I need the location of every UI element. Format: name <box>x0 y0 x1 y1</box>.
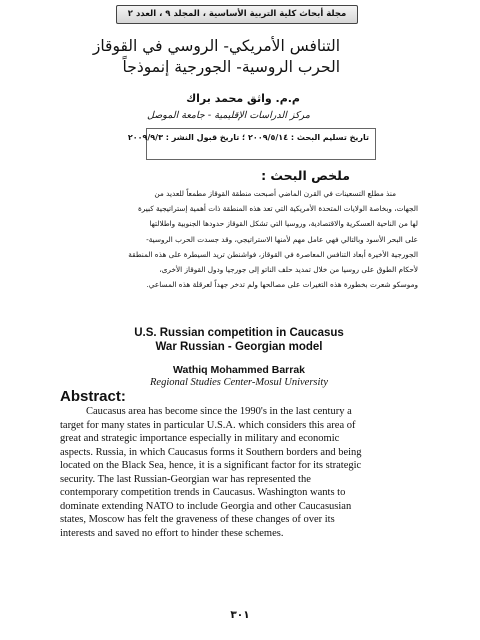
english-title-line-2: War Russian - Georgian model <box>155 341 323 353</box>
journal-header: مجلة أبحاث كلية التربية الأساسية ، المجلد ٩ ، العدد ٢ <box>116 5 358 24</box>
english-affiliation: Regional Studies Center-Mosul University <box>150 377 328 388</box>
arabic-abstract-line: الجهات، وبخاصة الولايات المتحدة الأمريكية التي تعد هذه المنطقة ذات أهمية إستراتيجية كبيرة <box>137 204 418 214</box>
arabic-title-line-1: التنافس الأمريكي- الروسي في القوقاز <box>92 37 340 55</box>
arabic-abstract-line: الجورجية الأخيرة أبعاد التنافس المعاصرة في القوقاز، فواشنطن تريد السيطرة على هذه المنطقة <box>128 249 418 259</box>
arabic-title-line-2: الحرب الروسية- الجورجية إنموذجاً <box>122 58 340 76</box>
arabic-abstract-heading: ملخص البحث : <box>261 168 350 183</box>
english-abstract-line: located on the Black Sea, hence, it is a significant factor for its strategic <box>60 460 362 471</box>
english-abstract <box>60 405 418 540</box>
english-author: Wathiq Mohammed Barrak <box>172 364 306 376</box>
arabic-abstract-line: على البحر الأسود وبالتالي فهي عامل مهم لأمنها الاستراتيجي، وقد جسدت الحرب الروسية- <box>146 234 418 244</box>
arabic-abstract-line: لها من الناحية العسكرية والاقتصادية، وروسيا التي تشكل القوقاز حدودها الجنوبية واطلالتها <box>149 219 418 229</box>
arabic-abstract <box>60 186 418 292</box>
english-abstract-line: security. The last Russian-Georgian war has represented the <box>60 473 311 485</box>
english-abstract-line: contemporary competition trends in Caucasus. Washington wants to <box>60 487 346 498</box>
arabic-abstract-line: وموسكو شعرت بخطورة هذه التغيرات على مصالحها ولم تدخر جهداً لعرقلة هذه المساعي. <box>146 280 418 290</box>
english-abstract-line: states, Moscow has felt the graveness of these changes of over its <box>60 514 335 525</box>
arabic-abstract-line: لأحكام الطوق على روسيا من خلال تمديد حلف الناتو إلى جورجيا ودول القوقاز الأخرى، <box>159 265 418 275</box>
english-abstract-line: dominate extending NATO to include Georgia and other Caucasusian <box>60 500 352 512</box>
submission-dates: تاريخ تسليم البحث : ٢٠٠٩/٥/١٤ ؛ تاريخ قبول النشر : ٢٠٠٩/٩/٣ <box>146 128 376 160</box>
english-abstract-line: target for many states in particular U.S.A. which considers this area of <box>60 419 356 431</box>
english-abstract-line: interests and saved no effort to hinder these schemes. <box>60 527 284 539</box>
english-abstract-line: aspects. Russia, in which Caucasus forms it Southern borders and being <box>60 446 362 458</box>
english-abstract-line: great and strategic importance especially in military and economic <box>60 433 340 444</box>
english-title-line-1: U.S. Russian competition in Caucasus <box>134 327 344 339</box>
arabic-affiliation: مركز الدراسات الإقليمية - جامعة الموصل <box>147 110 310 121</box>
arabic-abstract-line: منذ مطلع التسعينات في القرن الماضي أصبحت منطقة القوقاز مطمعاً للعديد من <box>154 189 396 198</box>
arabic-author: م.م. واثق محمد براك <box>186 92 300 105</box>
english-title <box>60 326 418 354</box>
english-abstract-heading: Abstract: <box>60 388 126 405</box>
english-abstract-line: Caucasus area has become since the 1990's in the last century a <box>86 406 352 417</box>
page-number: ٣٠١ <box>230 609 250 621</box>
